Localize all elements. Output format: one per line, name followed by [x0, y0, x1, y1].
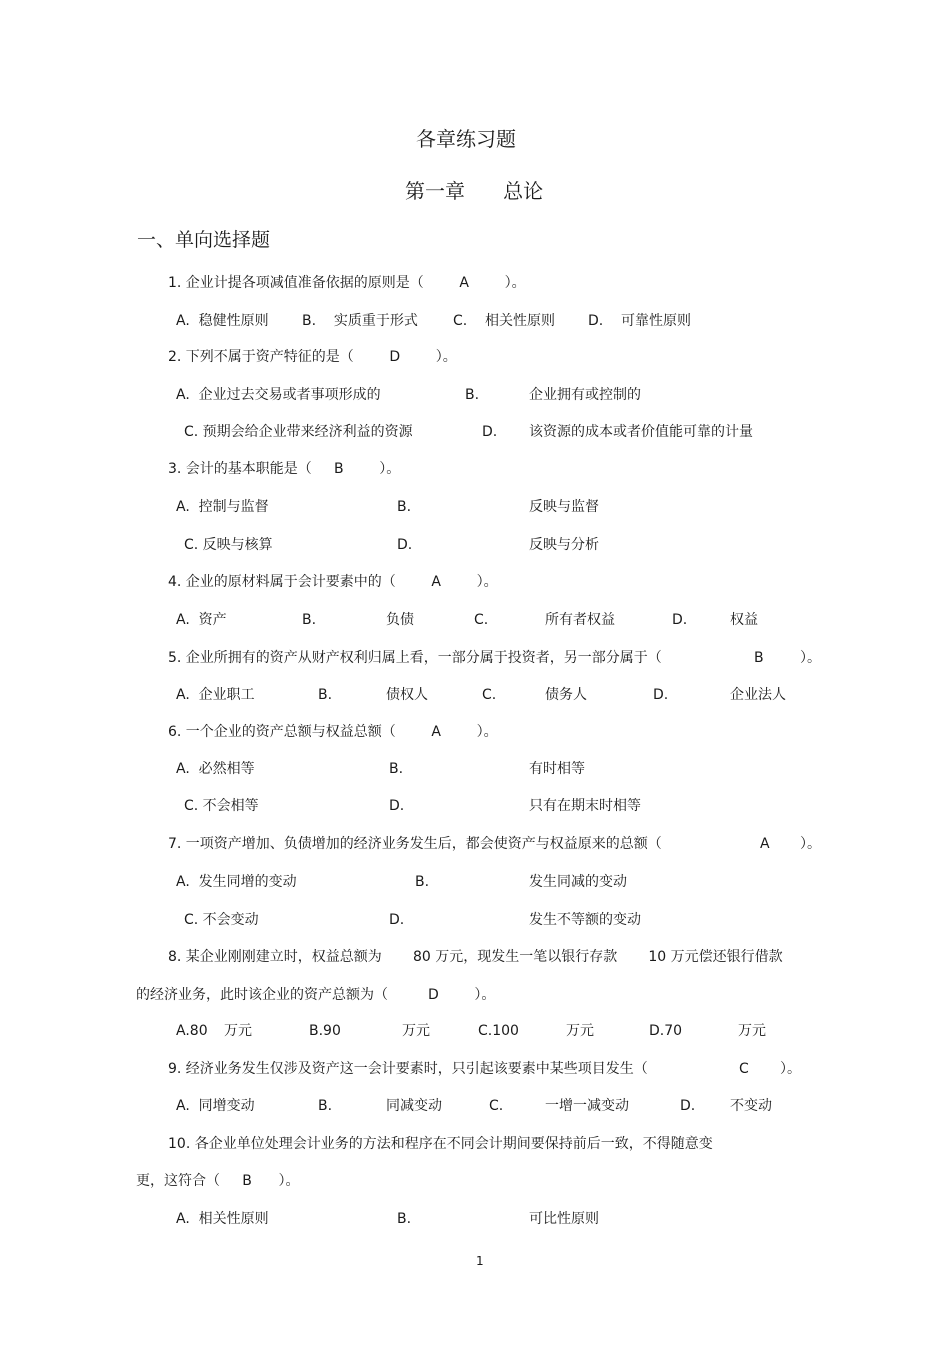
question-9-option-b-text: 同减变动	[386, 1098, 442, 1114]
question-9-option-d-letter: D.	[680, 1098, 696, 1114]
question-9-stem: 9. 经济业务发生仅涉及资产这一会计要素时，只引起该要素中某些项目发生（	[168, 1061, 648, 1077]
question-7-stem: 7. 一项资产增加、负债增加的经济业务发生后，都会使资产与权益原来的总额（	[168, 836, 662, 852]
question-2-option-d-text: 该资源的成本或者价值能可靠的计量	[529, 424, 753, 440]
question-1-stem: 1. 企业计提各项减值准备依据的原则是（ A ）。	[168, 275, 526, 291]
question-7-option-a: A. 发生同增的变动	[176, 874, 297, 890]
question-3-option-b-text: 反映与监督	[529, 499, 599, 515]
question-8-option-b-unit: 万元	[402, 1023, 430, 1039]
page-number: 1	[476, 1254, 484, 1268]
question-1-option-b: B. 实质重于形式	[302, 313, 418, 329]
question-5-option-d-letter: D.	[653, 687, 669, 703]
question-3-option-d-text: 反映与分析	[529, 537, 599, 553]
question-9-option-c-text: 一增一减变动	[545, 1098, 629, 1114]
question-2-option-b-text: 企业拥有或控制的	[529, 387, 641, 403]
question-8-option-c-unit: 万元	[566, 1023, 594, 1039]
question-10-stem-line1: 10. 各企业单位处理会计业务的方法和程序在不同会计期间要保持前后一致，不得随意变	[168, 1136, 713, 1152]
question-2-option-d-letter: D.	[482, 424, 498, 440]
question-8-stem-line2: 的经济业务，此时该企业的资产总额为（ D ）。	[136, 987, 496, 1003]
question-10-option-b-letter: B.	[397, 1211, 412, 1227]
question-8-option-a: A.80	[176, 1023, 208, 1039]
question-8-stem-line1: 8. 某企业刚刚建立时，权益总额为 80 万元，现发生一笔以银行存款 10 万元偿还银行借款	[168, 949, 783, 965]
question-7-option-b-text: 发生同减的变动	[529, 874, 627, 890]
question-2-stem: 2. 下列不属于资产特征的是（ D ）。	[168, 349, 457, 365]
question-4-option-d-letter: D.	[672, 612, 688, 628]
question-5-option-b-letter: B.	[318, 687, 333, 703]
question-4-option-d-text: 权益	[730, 612, 758, 628]
question-6-option-c: C. 不会相等	[184, 798, 259, 814]
question-7-option-c: C. 不会变动	[184, 912, 259, 928]
question-4-option-b-text: 负债	[386, 612, 414, 628]
question-3-option-a: A. 控制与监督	[176, 499, 269, 515]
question-1-option-c: C. 相关性原则	[453, 313, 556, 329]
question-9-option-d-text: 不变动	[730, 1098, 772, 1114]
question-2-option-a: A. 企业过去交易或者事项形成的	[176, 387, 381, 403]
question-4-stem: 4. 企业的原材料属于会计要素中的（ A ）。	[168, 574, 498, 590]
question-8-option-b: B.90	[309, 1023, 341, 1039]
question-5-option-c-letter: C.	[482, 687, 497, 703]
question-3-option-c: C. 反映与核算	[184, 537, 273, 553]
question-9-answer: C	[739, 1061, 749, 1077]
question-9-option-c-letter: C.	[489, 1098, 504, 1114]
question-8-option-c: C.100	[478, 1023, 519, 1039]
question-8-option-a-unit: 万元	[224, 1023, 252, 1039]
question-2-option-b-letter: B.	[465, 387, 480, 403]
question-5-stem: 5. 企业所拥有的资产从财产权利归属上看，一部分属于投资者，另一部分属于（	[168, 650, 662, 666]
question-9-option-a: A. 同增变动	[176, 1098, 255, 1114]
question-4-option-c-text: 所有者权益	[545, 612, 615, 628]
question-6-stem: 6. 一个企业的资产总额与权益总额（ A ）。	[168, 724, 498, 740]
section-heading: 一、单向选择题	[137, 229, 271, 251]
question-10-option-a: A. 相关性原则	[176, 1211, 269, 1227]
question-3-stem: 3. 会计的基本职能是（ B ）。	[168, 461, 401, 477]
question-3-option-b-letter: B.	[397, 499, 412, 515]
question-1-option-a: A. 稳健性原则	[176, 313, 269, 329]
question-9-option-b-letter: B.	[318, 1098, 333, 1114]
question-5-option-a: A. 企业职工	[176, 687, 255, 703]
question-5-option-b-text: 债权人	[386, 687, 428, 703]
question-9-close: ）。	[780, 1061, 801, 1077]
question-7-option-b-letter: B.	[415, 874, 430, 890]
question-1-option-d: D. 可靠性原则	[588, 313, 692, 329]
question-6-option-b-text: 有时相等	[529, 761, 585, 777]
question-4-option-c-letter: C.	[474, 612, 489, 628]
question-5-option-c-text: 债务人	[545, 687, 587, 703]
question-7-answer: A	[760, 836, 770, 852]
question-5-option-d-text: 企业法人	[730, 687, 786, 703]
question-5-close: ）。	[800, 650, 821, 666]
question-6-option-b-letter: B.	[389, 761, 404, 777]
question-6-option-a: A. 必然相等	[176, 761, 255, 777]
question-7-option-d-letter: D.	[389, 912, 405, 928]
question-10-stem-line2: 更，这符合（ B ）。	[136, 1173, 300, 1189]
chapter-heading: 第一章 总论	[405, 179, 544, 203]
document-title: 各章练习题	[416, 127, 516, 151]
question-10-option-b-text: 可比性原则	[529, 1211, 599, 1227]
question-2-option-c: C. 预期会给企业带来经济利益的资源	[184, 424, 413, 440]
question-7-close: ）。	[800, 836, 821, 852]
question-8-option-d-unit: 万元	[738, 1023, 766, 1039]
question-3-option-d-letter: D.	[397, 537, 413, 553]
question-4-option-b-letter: B.	[302, 612, 317, 628]
question-4-option-a: A. 资产	[176, 612, 227, 628]
question-7-option-d-text: 发生不等额的变动	[529, 912, 641, 928]
question-5-answer: B	[754, 650, 764, 666]
question-6-option-d-letter: D.	[389, 798, 405, 814]
question-8-option-d: D.70	[649, 1023, 683, 1039]
question-6-option-d-text: 只有在期末时相等	[529, 798, 641, 814]
